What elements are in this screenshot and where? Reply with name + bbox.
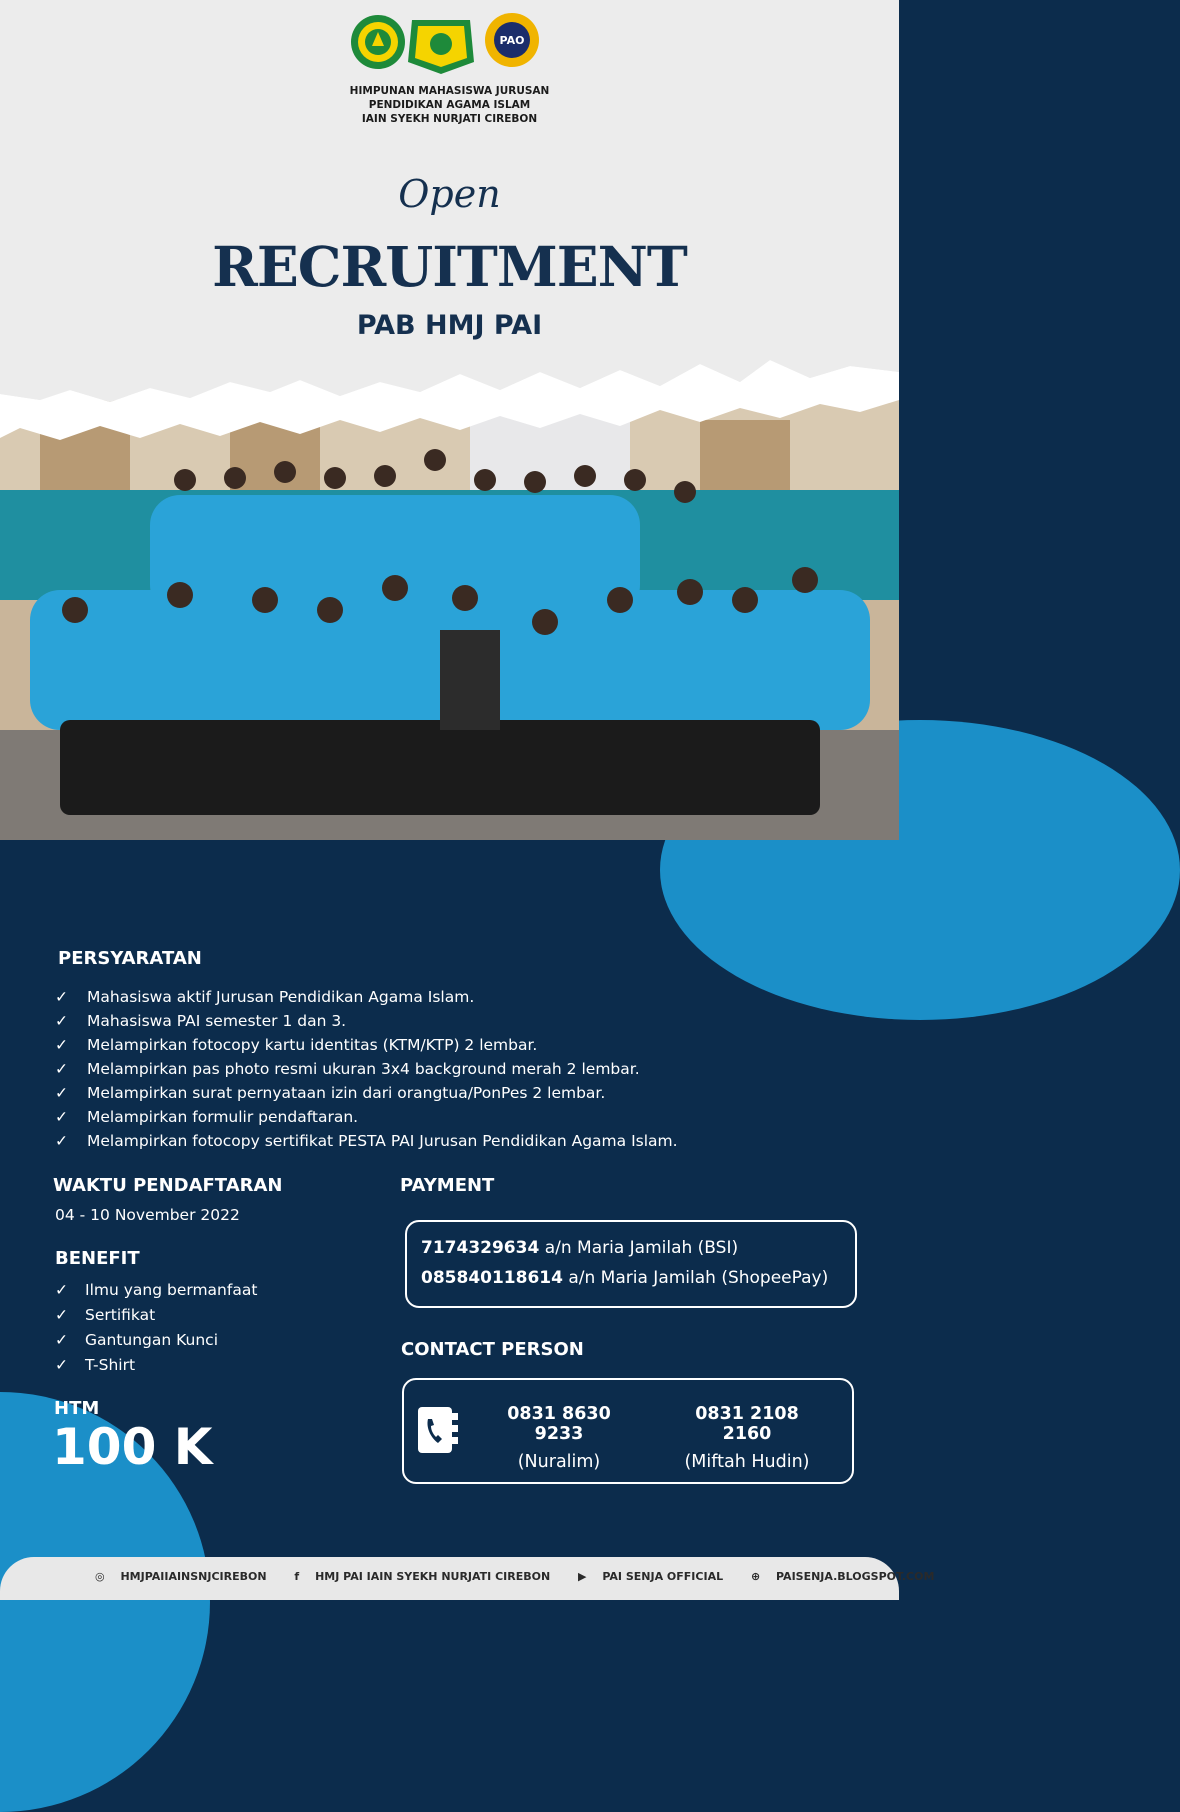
contact-name: (Miftah Hudin) <box>684 1452 810 1472</box>
htm-price: 100 K <box>52 1418 213 1476</box>
benefit-list <box>55 1278 257 1378</box>
requirement-text: Mahasiswa PAI semester 1 dan 3. <box>87 1012 347 1030</box>
org-line-1: HIMPUNAN MAHASISWA JURUSAN <box>349 85 550 97</box>
list-item <box>55 1303 257 1328</box>
recruitment-title: RECRUITMENT <box>212 234 687 299</box>
instagram-icon: ◎ <box>95 1570 105 1583</box>
requirement-text: Melampirkan surat pernyataan izin dari orangtua/PonPes 2 lembar. <box>87 1084 606 1102</box>
account-number: 7174329634 <box>421 1238 540 1258</box>
payment-row <box>421 1238 738 1258</box>
blog-url: PAISENJA.BLOGSPOT.COM <box>776 1570 935 1583</box>
instagram-handle: HMJPAIIAINSNJCIREBON <box>120 1570 267 1583</box>
list-item <box>55 1009 678 1033</box>
check-icon: ✓ <box>55 1108 68 1126</box>
requirement-text: Melampirkan formulir pendaftaran. <box>87 1108 359 1126</box>
list-item <box>55 1353 257 1378</box>
check-icon: ✓ <box>55 988 68 1006</box>
phonebook-icon <box>416 1405 460 1457</box>
check-icon: ✓ <box>55 1084 68 1102</box>
contact-phone: 0831 2108 2160 <box>695 1404 799 1444</box>
facebook-icon: f <box>294 1570 300 1583</box>
facebook-handle: HMJ PAI IAIN SYEKH NURJATI CIREBON <box>315 1570 551 1583</box>
social-links <box>95 1570 958 1583</box>
torn-paper-edge <box>0 352 899 452</box>
check-icon: ✓ <box>55 1306 68 1324</box>
requirement-text: Melampirkan pas photo resmi ukuran 3x4 background merah 2 lembar. <box>87 1060 640 1078</box>
list-item <box>55 1328 257 1353</box>
payment-box <box>405 1220 857 1308</box>
requirement-text: Melampirkan fotocopy kartu identitas (KTM/KTP) 2 lembar. <box>87 1036 538 1054</box>
contact-name: (Nuralim) <box>517 1452 601 1472</box>
facebook-link[interactable] <box>294 1570 562 1583</box>
list-item <box>55 1278 257 1303</box>
check-icon: ✓ <box>55 1281 68 1299</box>
account-holder: a/n Maria Jamilah (BSI) <box>544 1238 739 1258</box>
list-item <box>55 1129 678 1153</box>
payment-row <box>421 1268 828 1288</box>
org-line-3: IAIN SYEKH NURJATI CIREBON <box>361 113 538 125</box>
ministry-logo-icon <box>408 20 474 74</box>
list-item <box>55 1081 678 1105</box>
htm-label: HTM <box>54 1398 100 1419</box>
account-number: 085840118614 <box>421 1268 563 1288</box>
globe-icon: ⊕ <box>750 1570 761 1583</box>
requirements-list <box>55 985 678 1153</box>
list-item <box>55 1105 678 1129</box>
contact-heading: CONTACT PERSON <box>401 1339 584 1360</box>
registration-heading: WAKTU PENDAFTARAN <box>53 1175 283 1196</box>
account-holder: a/n Maria Jamilah (ShopeePay) <box>568 1268 829 1288</box>
youtube-handle: PAI SENJA OFFICIAL <box>602 1570 724 1583</box>
youtube-link[interactable] <box>578 1570 735 1583</box>
logo-group <box>352 12 548 76</box>
contact-person-2 <box>672 1404 822 1472</box>
list-item <box>55 1033 678 1057</box>
open-script-text: Open <box>398 172 501 216</box>
list-item <box>55 1057 678 1081</box>
svg-text:PAO: PAO <box>499 34 525 47</box>
iain-logo-icon <box>351 15 405 69</box>
pao-logo-icon <box>485 13 539 67</box>
org-line-2: PENDIDIKAN AGAMA ISLAM <box>368 99 531 111</box>
recruitment-subtitle: PAB HMJ PAI <box>356 310 543 341</box>
list-item <box>55 985 678 1009</box>
payment-heading: PAYMENT <box>400 1175 495 1196</box>
group-photo-illustration <box>0 400 899 840</box>
registration-dates: 04 - 10 November 2022 <box>55 1206 240 1224</box>
check-icon: ✓ <box>55 1331 68 1349</box>
instagram-link[interactable] <box>95 1570 279 1583</box>
social-footer <box>0 1557 935 1600</box>
check-icon: ✓ <box>55 1356 68 1374</box>
benefit-text: Sertifikat <box>85 1306 156 1324</box>
benefit-heading: BENEFIT <box>55 1248 140 1269</box>
check-icon: ✓ <box>55 1036 68 1054</box>
check-icon: ✓ <box>55 1132 68 1150</box>
contact-phone: 0831 8630 9233 <box>507 1404 611 1444</box>
requirement-text: Mahasiswa aktif Jurusan Pendidikan Agama Islam. <box>87 988 475 1006</box>
requirement-text: Melampirkan fotocopy sertifikat PESTA PAI Jurusan Pendidikan Agama Islam. <box>87 1132 678 1150</box>
contact-box <box>402 1378 854 1484</box>
youtube-icon: ▶ <box>578 1570 587 1583</box>
benefit-text: Gantungan Kunci <box>85 1331 219 1349</box>
group-photo <box>0 400 899 840</box>
blog-link[interactable] <box>751 1570 946 1583</box>
benefit-text: Ilmu yang bermanfaat <box>85 1281 258 1299</box>
requirements-heading: PERSYARATAN <box>58 948 202 969</box>
benefit-text: T-Shirt <box>85 1356 136 1374</box>
organization-name <box>0 84 899 126</box>
check-icon: ✓ <box>55 1060 68 1078</box>
contact-person-1 <box>484 1404 634 1472</box>
check-icon: ✓ <box>55 1012 68 1030</box>
